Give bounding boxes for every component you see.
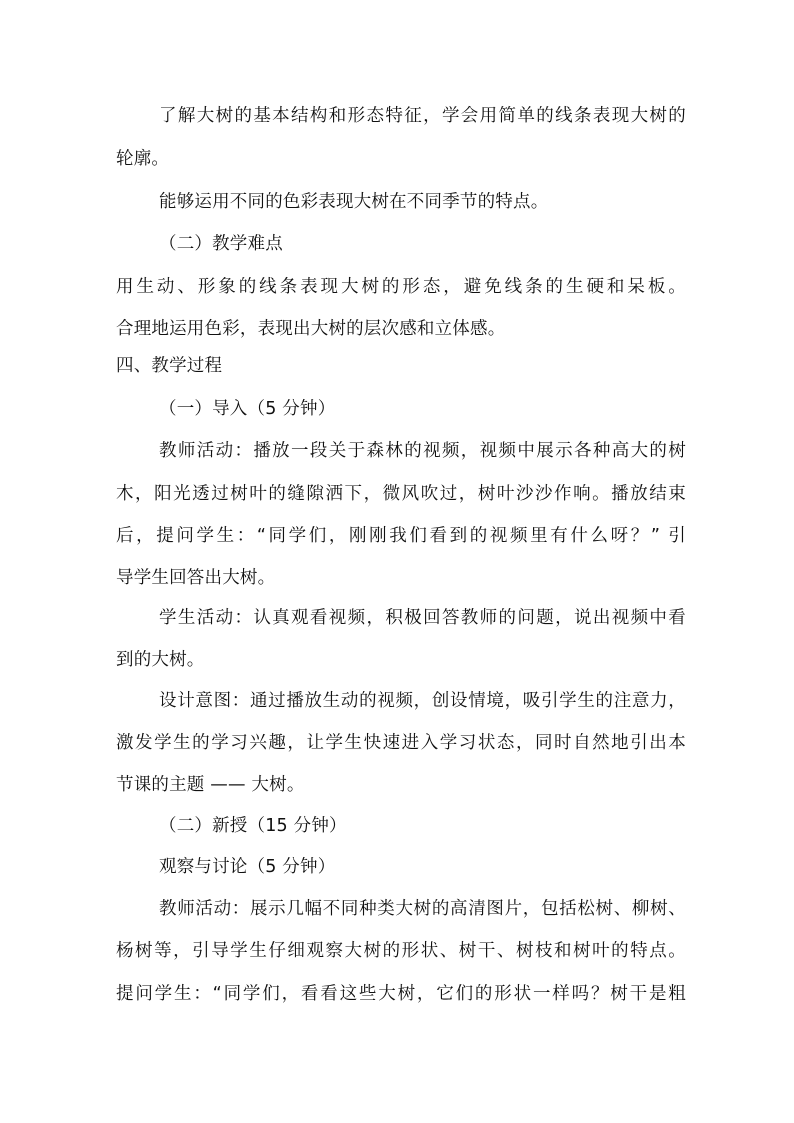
subsection-heading: 观察与讨论（5 分钟） xyxy=(159,857,336,877)
paragraph-line: 提问学生：“同学们，看看这些大树，它们的形状一样吗？树干是粗 xyxy=(116,984,686,1004)
paragraph-line: 教师活动：播放一段关于森林的视频，视频中展示各种高大的树 xyxy=(159,441,686,461)
paragraph-line: 教师活动：展示几幅不同种类大树的高清图片，包括松树、柳树、 xyxy=(159,899,686,919)
paragraph-line: 能够运用不同的色彩表现大树在不同季节的特点。 xyxy=(159,192,549,212)
paragraph-line: 杨树等，引导学生仔细观察大树的形状、树干、树枝和树叶的特点。 xyxy=(116,941,686,961)
paragraph-line: 后，提问学生：“同学们，刚刚我们看到的视频里有什么呀？” 引 xyxy=(116,526,686,546)
paragraph-line: 导学生回答出大树。 xyxy=(116,568,276,588)
paragraph-line: 到的大树。 xyxy=(116,650,205,670)
paragraph-line: 学生活动：认真观看视频，积极回答教师的问题，说出视频中看 xyxy=(159,608,686,628)
section-heading: 四、教学过程 xyxy=(116,356,223,376)
paragraph-line: 节课的主题 —— 大树。 xyxy=(116,775,305,795)
paragraph-line: 激发学生的学习兴趣，让学生快速进入学习状态，同时自然地引出本 xyxy=(116,733,686,753)
paragraph-line: 轮廓。 xyxy=(116,149,170,169)
paragraph-line: 用生动、形象的线条表现大树的形态，避免线条的生硬和呆板。 xyxy=(116,277,686,297)
section-heading: （一）导入（5 分钟） xyxy=(159,399,336,419)
section-heading: （二）教学难点 xyxy=(159,234,283,254)
section-heading: （二）新授（15 分钟） xyxy=(159,816,347,836)
paragraph-line: 了解大树的基本结构和形态特征，学会用简单的线条表现大树的 xyxy=(159,106,686,126)
paragraph-line: 合理地运用色彩，表现出大树的层次感和立体感。 xyxy=(116,319,506,339)
paragraph-line: 木，阳光透过树叶的缝隙洒下，微风吹过，树叶沙沙作响。播放结束 xyxy=(116,484,686,504)
paragraph-line: 设计意图：通过播放生动的视频，创设情境，吸引学生的注意力， xyxy=(159,691,686,711)
